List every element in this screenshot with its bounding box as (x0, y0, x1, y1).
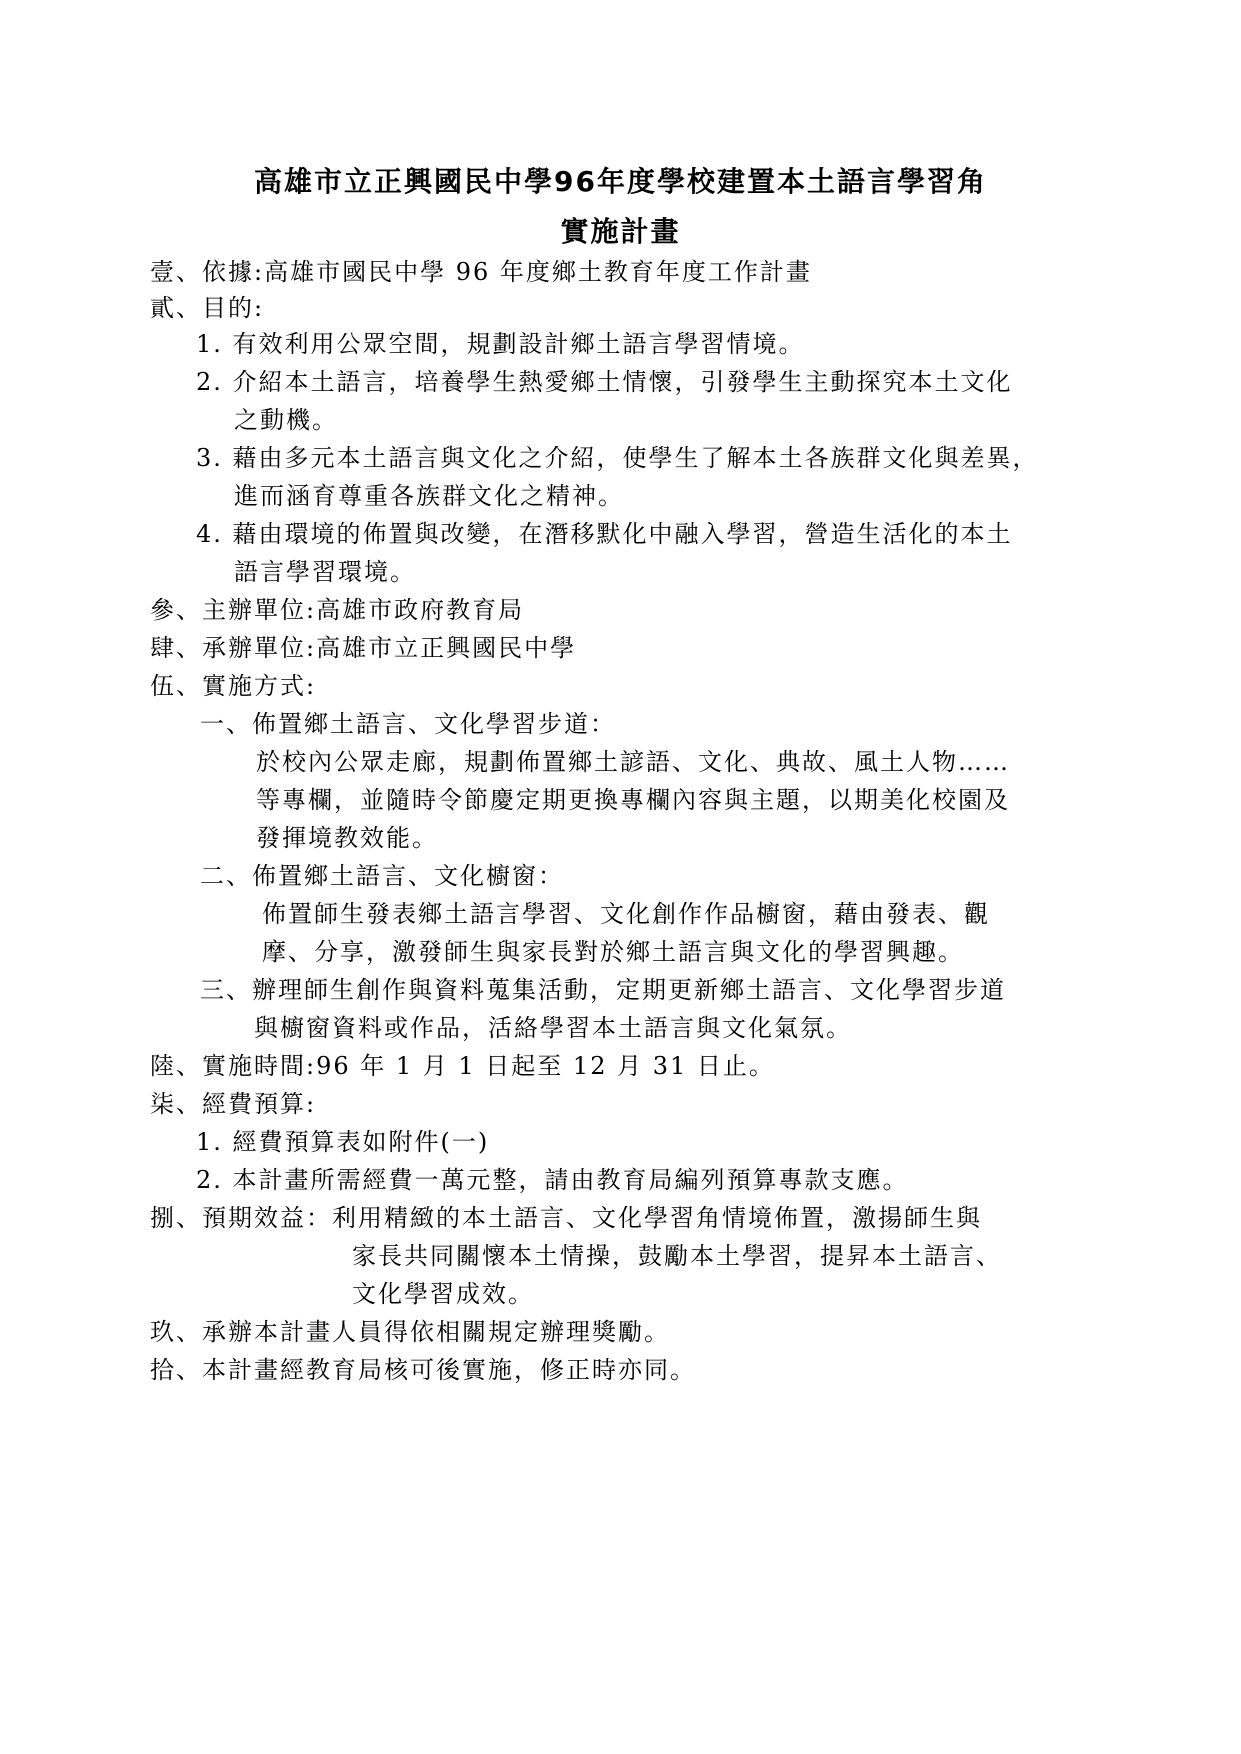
section-purpose-heading: 貳、目的: (150, 294, 265, 322)
purpose-item-3: 3. 藉由多元本土語言與文化之介紹，使學生了解本土各族群文化與差異， (196, 444, 1039, 472)
section-schedule: 陸、實施時間:96 年 1 月 1 日起至 12 月 31 日止。 (150, 1052, 775, 1080)
document-subtitle: 實施計畫 (560, 215, 681, 248)
purpose-item-2-cont: 之動機。 (234, 406, 338, 434)
expected-effect-cont-1: 家長共同關懷本土情操，鼓勵本土學習，提昇本土語言、 (352, 1242, 1002, 1270)
expected-effect-cont-2: 文化學習成效。 (352, 1280, 534, 1308)
method-item-3-cont: 與櫥窗資料或作品，活絡學習本土語言與文化氣氛。 (254, 1014, 852, 1042)
purpose-item-1: 1. 有效利用公眾空間，規劃設計鄉土語言學習情境。 (196, 330, 805, 358)
method-item-2-body-1: 佈置師生發表鄉土語言學習、文化創作作品櫥窗，藉由發表、觀 (262, 900, 990, 928)
method-item-2-body-2: 摩、分享，激發師生與家長對於鄉土語言與文化的學習興趣。 (262, 938, 964, 966)
purpose-item-4: 4. 藉由環境的佈置與改變，在潛移默化中融入學習，營造生活化的本土 (196, 520, 1013, 548)
section-budget-heading: 柒、經費預算: (150, 1090, 317, 1118)
section-expected-effect: 捌、預期效益：利用精緻的本土語言、文化學習角情境佈置，激揚師生與 (150, 1204, 982, 1232)
section-organizer: 參、主辦單位:高雄市政府教育局 (150, 596, 525, 624)
document-title: 高雄市立正興國民中學96年度學校建置本土語言學習角 (254, 165, 987, 198)
section-reward: 玖、承辦本計畫人員得依相關規定辦理獎勵。 (150, 1318, 670, 1346)
method-item-1-body-2: 等專欄，並隨時令節慶定期更換專欄內容與主題，以期美化校園及 (256, 786, 1010, 814)
purpose-item-3-cont: 進而涵育尊重各族群文化之精神。 (234, 482, 624, 510)
section-method-heading: 伍、實施方式: (150, 672, 317, 700)
method-item-1-body-3: 發揮境教效能。 (256, 824, 438, 852)
method-item-3: 三、辦理師生創作與資料蒐集活動，定期更新鄉土語言、文化學習步道 (200, 976, 1006, 1004)
budget-item-2: 2. 本計畫所需經費一萬元整，請由教育局編列預算專款支應。 (196, 1166, 909, 1194)
method-item-1-body-1: 於校內公眾走廊，規劃佈置鄉土諺語、文化、典故、風土人物…… (256, 748, 1010, 776)
method-item-1: 一、佈置鄉土語言、文化學習步道： (200, 710, 616, 738)
method-item-2: 二、佈置鄉土語言、文化櫥窗： (200, 862, 564, 890)
purpose-item-4-cont: 語言學習環境。 (234, 558, 416, 586)
purpose-item-2: 2. 介紹本土語言，培養學生熱愛鄉土情懷，引發學生主動探究本土文化 (196, 368, 1013, 396)
section-basis: 壹、依據:高雄市國民中學 96 年度鄉土教育年度工作計畫 (150, 258, 812, 286)
section-executor: 肆、承辦單位:高雄市立正興國民中學 (150, 634, 577, 662)
budget-item-1: 1. 經費預算表如附件(一) (196, 1128, 490, 1156)
section-approval: 拾、本計畫經教育局核可後實施，修正時亦同。 (150, 1356, 696, 1384)
